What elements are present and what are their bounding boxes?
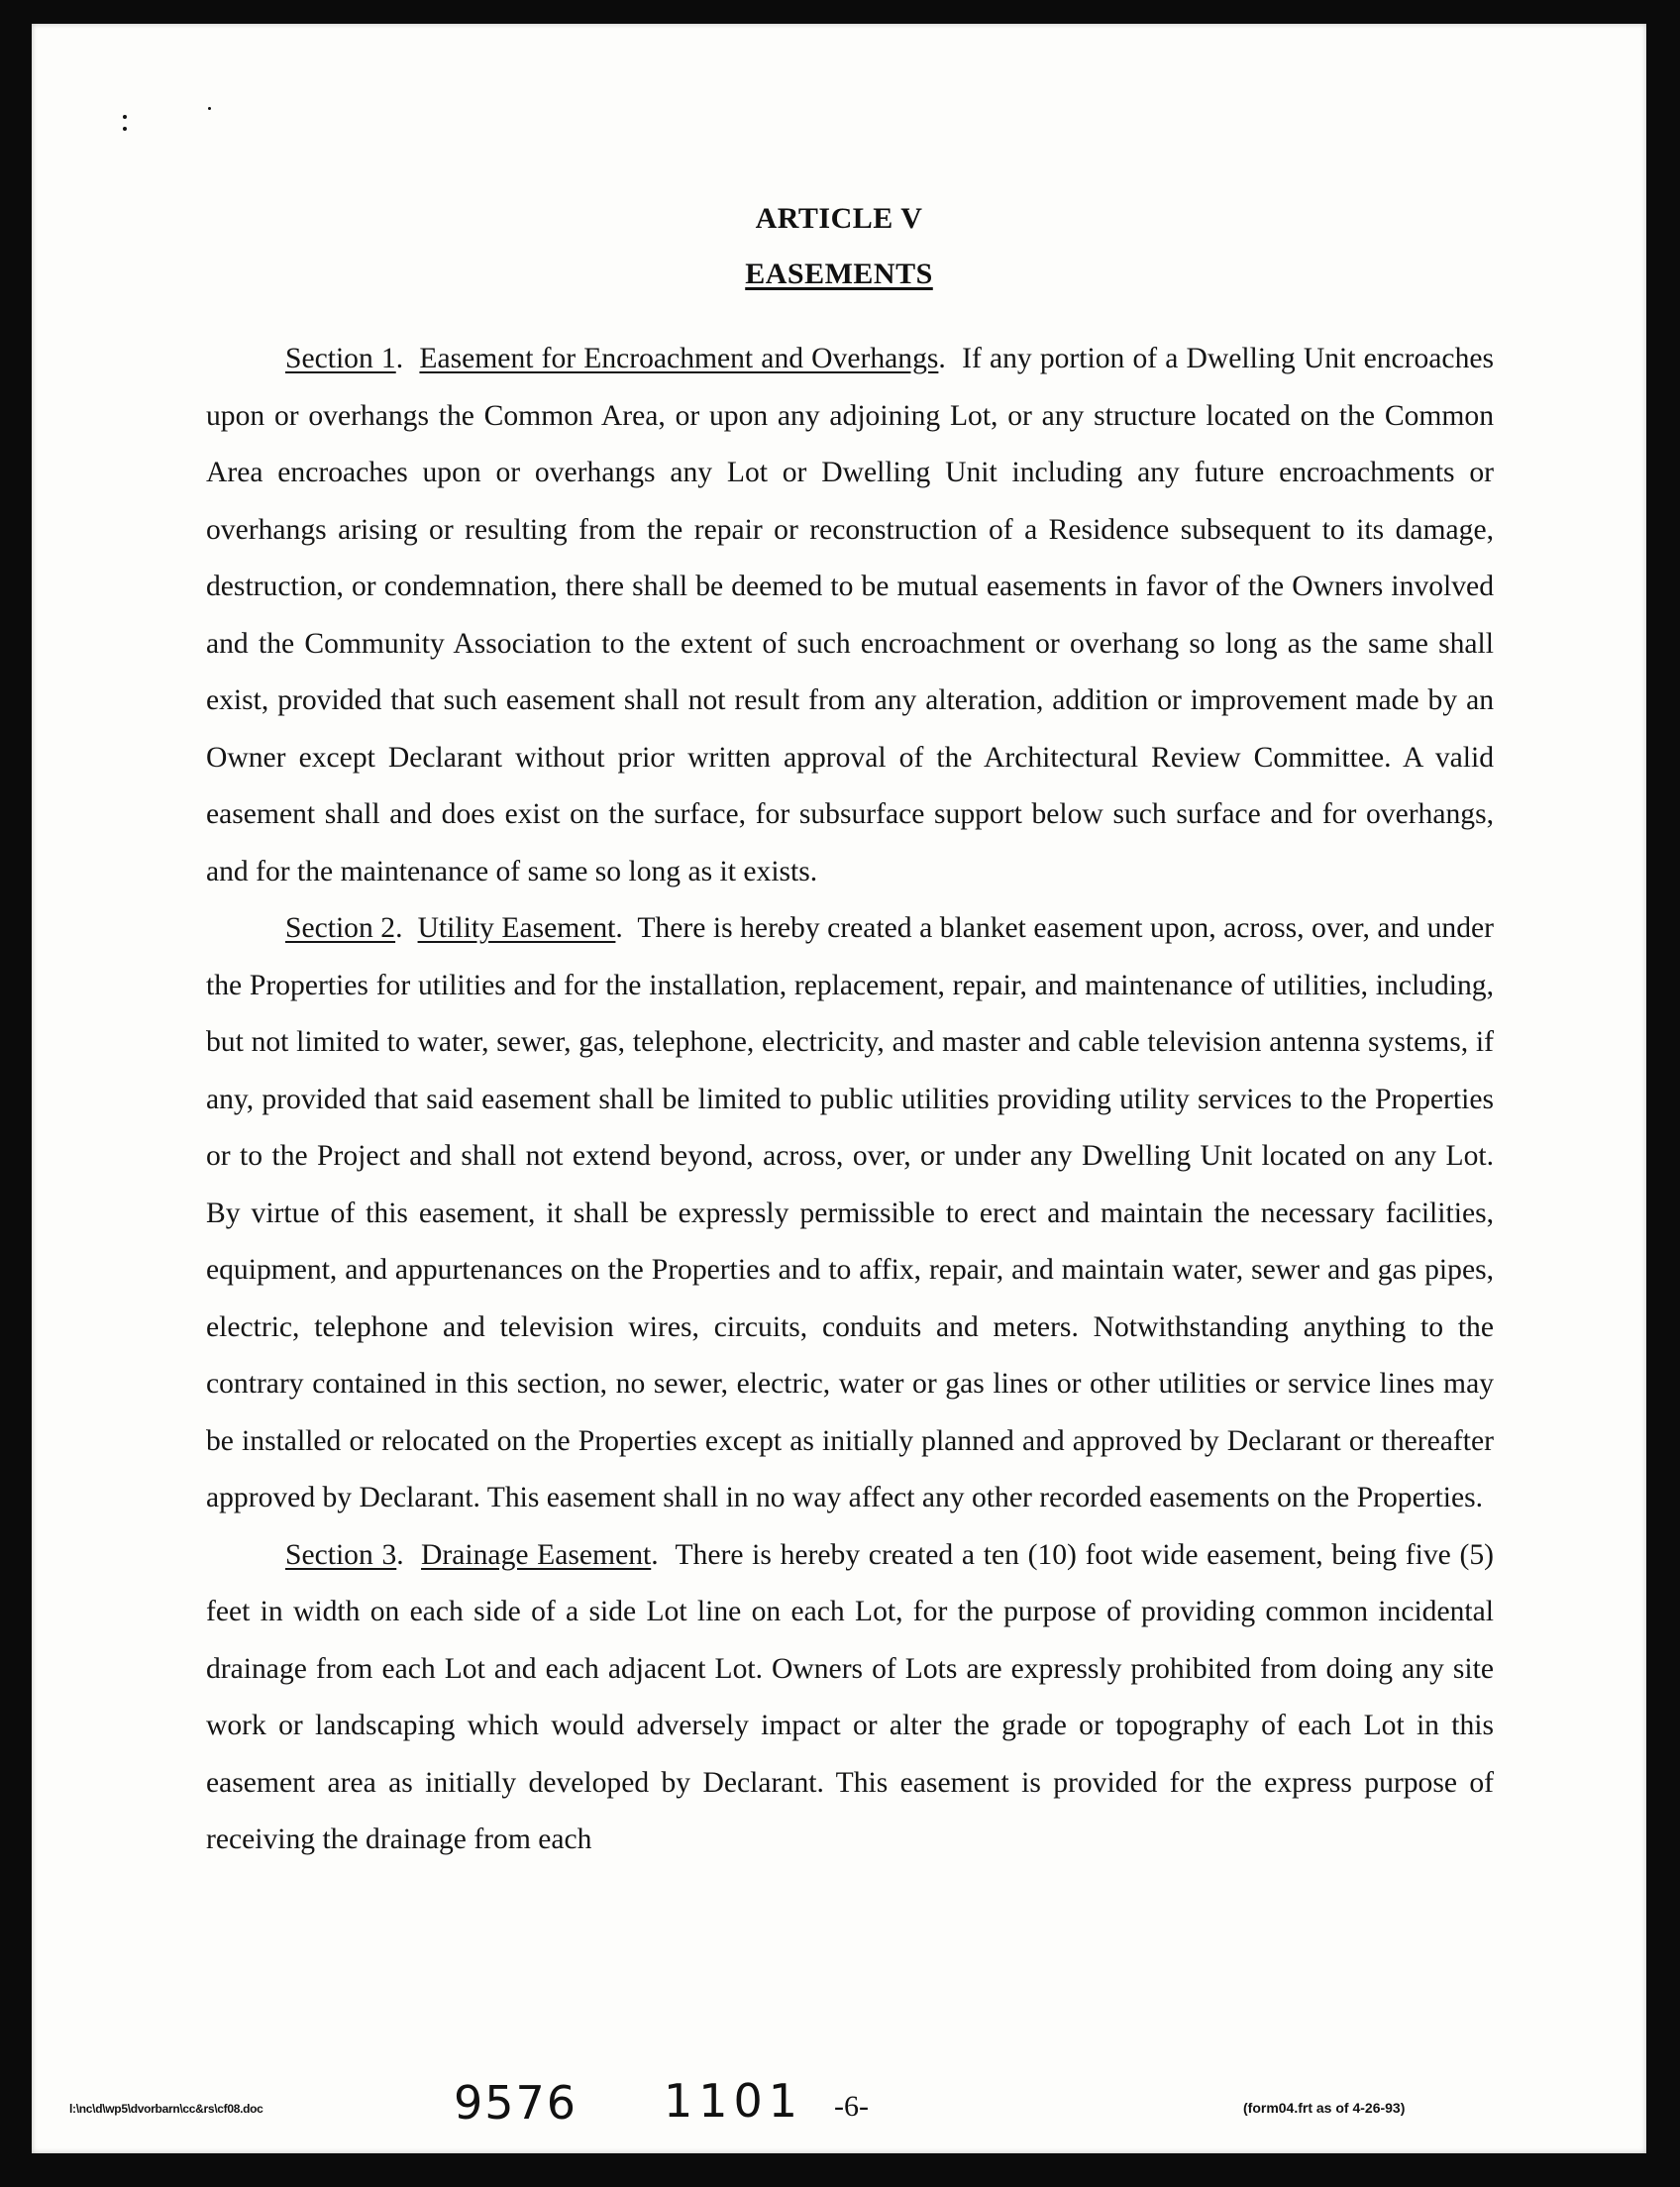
section-title: Utility Easement [417, 912, 616, 944]
section-1: Section 1. Easement for Encroachment and Overhangs. If any portion of a Dwelling Unit encroaches upon or overhangs the Common Area, or upon any adjoining Lot, or any structure located on the Common Area encroaches upon or overhangs any Lot or Dwelling Unit including any future encroachments or overhangs arising or resulting from the repair or reconstruction of a Residence subsequent to its damage, destruction, or condemnation, there shall be deemed to be mutual easements in favor of the Owners involved and the Community Association to the extent of such encroachment or overhang so long as the same shall exist, provided that such easement shall not result from any alteration, addition or improvement made by an Owner except Declarant without prior written approval of the Architectural Review Committee. A valid easement shall and does exist on the surface, for subsurface support below such surface and for overhangs, and for the maintenance of same so long as it exists. [206, 343, 1495, 887]
scan-speck [123, 127, 127, 131]
scan-speck [123, 115, 127, 119]
section-number: Section 2 [285, 912, 396, 944]
article-body [206, 331, 1494, 1869]
document-page [32, 24, 1646, 2153]
section-3: Section 3. Drainage Easement. There is hereby created a ten (10) foot wide easement, being five (5) feet in width on each side of a side Lot line on each Lot, for the purpose of providing common incidental drainage from each Lot and each adjacent Lot. Owners of Lots are expressly prohibited from doing any site work or landscaping which would adversely impact or alter the grade or topography of each Lot in this easement area as initially developed by Declarant. This easement is provided for the express purpose of receiving the drainage from each [206, 1538, 1494, 1855]
section-number: Section 3 [285, 1538, 397, 1571]
article-subtitle: EASEMENTS [745, 258, 933, 290]
article-title: ARTICLE V [755, 202, 923, 235]
footer-form-reference: (form04.frt as of 4-26-93) [1243, 2100, 1406, 2116]
section-body: There is hereby created a blanket easement upon, across, over, and under the Properties for utilities and for the installation, replacement, repair, and maintenance of utilities, including, but not limited to water, sewer, gas, telephone, electricity, and master and cable television antenna systems, if any, provided that said easement shall be limited to public utilities providing utility services to the Properties or to the Project and shall not extend beyond, across, over, or under any Dwelling Unit located on any Lot. By virtue of this easement, it shall be expressly permissible to erect and maintain the necessary facilities, equipment, and appurtenances on the Properties and to affix, repair, and maintain water, sewer and gas pipes, electric, telephone and television wires, circuits, conduits and meters. Notwithstanding anything to the contrary contained in this section, no sewer, electric, water or gas lines or other utilities or service lines may be installed or relocated on the Properties except as initially planned and approved by Declarant or thereafter approved by Declarant. This easement shall in no way affect any other recorded easements on the Properties. [206, 912, 1495, 1513]
footer-stamp-number: 9576 [454, 2076, 578, 2130]
footer-page-number: -6- [834, 2090, 869, 2123]
section-body: If any portion of a Dwelling Unit encroaches upon or overhangs the Common Area, or upon any adjoining Lot, or any structure located on the Common Area encroaches upon or overhangs any Lot or Dwelling Unit including any future encroachments or overhangs arising or resulting from the repair or reconstruction of a Residence subsequent to its damage, destruction, or condemnation, there shall be deemed to be mutual easements in favor of the Owners involved and the Community Association to the extent of such encroachment or overhang so long as the same shall exist, provided that such easement shall not result from any alteration, addition or improvement made by an Owner except Declarant without prior written approval of the Architectural Review Committee. A valid easement shall and does exist on the surface, for subsurface support below such surface and for overhangs, and for the maintenance of same so long as it exists. [206, 343, 1495, 887]
section-number: Section 1 [285, 343, 396, 374]
section-2: Section 2. Utility Easement. There is hereby created a blanket easement upon, across, over, and under the Properties for utilities and for the installation, replacement, repair, and maintenance of utilities, including, but not limited to water, sewer, gas, telephone, electricity, and master and cable television antenna systems, if any, provided that said easement shall be limited to public utilities providing utility services to the Properties or to the Project and shall not extend beyond, across, over, or under any Dwelling Unit located on any Lot. By virtue of this easement, it shall be expressly permissible to erect and maintain the necessary facilities, equipment, and appurtenances on the Properties and to affix, repair, and maintain water, sewer and gas pipes, electric, telephone and television wires, circuits, conduits and meters. Notwithstanding anything to the contrary contained in this section, no sewer, electric, water or gas lines or other utilities or service lines may be installed or relocated on the Properties except as initially planned and approved by Declarant or thereafter approved by Declarant. This easement shall in no way affect any other recorded easements on the Properties. [206, 912, 1495, 1513]
page-footer [32, 2072, 1646, 2132]
footer-file-path: l:\nc\d\wp5\dvorbarn\cc&rs\cf08.doc [69, 2102, 263, 2116]
section-body: There is hereby created a ten (10) foot wide easement, being five (5) feet in width on each side of a side Lot line on each Lot, for the purpose of providing common incidental drainage from each Lot and each adjacent Lot. Owners of Lots are expressly prohibited from doing any site work or landscaping which would adversely impact or alter the grade or topography of each Lot in this easement area as initially developed by Declarant. This easement is provided for the express purpose of receiving the drainage from each [206, 1538, 1494, 1855]
scan-speck [208, 107, 211, 110]
footer-stamp-number: 1101 [664, 2074, 804, 2128]
section-title: Easement for Encroachment and Overhangs [419, 343, 939, 374]
section-title: Drainage Easement [421, 1538, 652, 1571]
